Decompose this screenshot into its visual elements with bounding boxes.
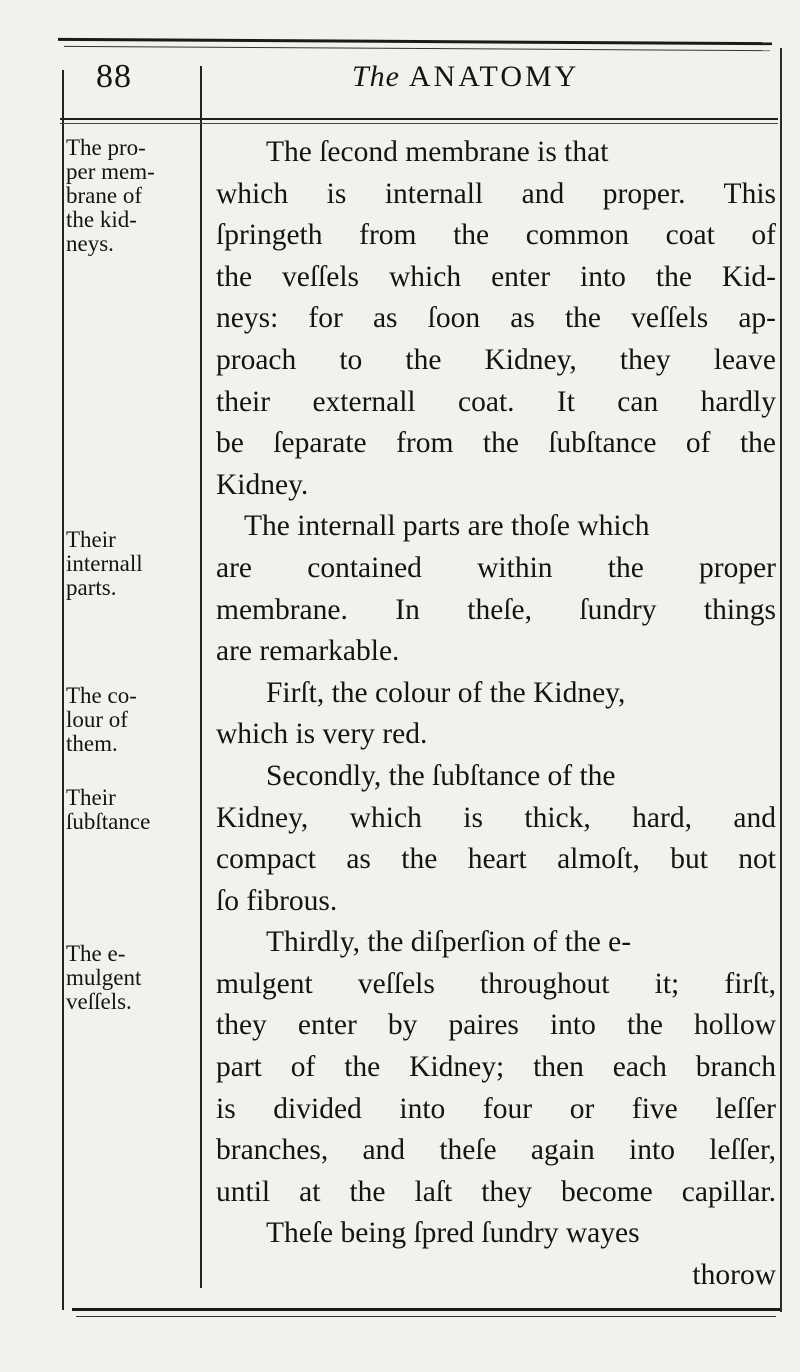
catchword: thorow [692, 1259, 776, 1292]
margin-note-line: neys. [66, 231, 114, 256]
running-head-prefix: The [352, 60, 400, 93]
body-line: Theſe being ſpred ſundry wayes [266, 1217, 640, 1250]
bottom-rule-thin [76, 1316, 776, 1317]
body-text [216, 132, 776, 1297]
margin-note-line: per mem- [66, 159, 155, 184]
body-line: the veſſels which enter into the Kid- [216, 260, 776, 293]
margin-note-colour [66, 684, 198, 756]
header-rule [60, 118, 778, 120]
margin-note-line: mulgent [66, 965, 142, 990]
body-line: The ſecond membrane is that [266, 136, 609, 168]
body-line: which is very red. [216, 718, 428, 751]
body-line: branches, and theſe again into leſſer, [216, 1134, 776, 1167]
running-head [352, 60, 579, 94]
margin-note-line: brane of [66, 183, 142, 208]
body-line: Kidney, which is thick, hard, and [216, 801, 776, 834]
margin-note-line: the kid- [66, 207, 137, 232]
margin-note-line: The e- [66, 941, 126, 966]
body-line: are remarkable. [216, 635, 400, 668]
page-number: 88 [96, 58, 132, 95]
body-line: until at the laſt they become capillar. [216, 1175, 776, 1208]
margin-note-proper-membrane [66, 136, 198, 256]
body-line: membrane. In theſe, ſundry things [216, 593, 776, 626]
body-line: mulgent veſſels throughout it; firſt, [216, 967, 776, 1000]
body-line: proach to the Kidney, they leave [216, 343, 776, 376]
body-line: their externall coat. It can hardly [216, 385, 776, 418]
body-line: Firſt, the colour of the Kidney, [266, 676, 626, 709]
header-rule-thin [60, 123, 778, 124]
margin-note-internall-parts [66, 528, 198, 600]
body-line: which is internall and proper. This [216, 177, 776, 210]
body-line: are contained within the proper [216, 551, 776, 584]
margin-note-line: lour of [66, 707, 128, 732]
bottom-rule [72, 1308, 780, 1311]
margin-note-line: The pro- [66, 135, 146, 160]
body-line: Secondly, the ſubſtance of the [266, 759, 616, 792]
body-line: ſpringeth from the common coat of [216, 219, 776, 252]
margin-column-rule [200, 66, 202, 1288]
margin-note-line: The co- [66, 683, 137, 708]
body-line: be ſeparate from the ſubſtance of the [216, 427, 776, 460]
right-border-rule [780, 48, 782, 1312]
body-line: Thirdly, the diſperſion of the e- [266, 926, 632, 959]
top-rule-thin [64, 46, 770, 51]
margin-note-line: Their [66, 527, 116, 552]
margin-note-line: ſubſtance [66, 809, 151, 834]
top-rule [58, 38, 772, 45]
margin-note-line: them. [66, 731, 118, 756]
body-line: compact as the heart almoſt, but not [216, 843, 776, 876]
margin-note-line: parts. [66, 575, 117, 600]
margin-note-line: internall [66, 551, 143, 576]
margin-note-substance [66, 786, 198, 834]
body-line: Kidney. [216, 468, 309, 501]
margin-note-emulgent-vessels [66, 942, 198, 1014]
body-line: they enter by paires into the hollow [216, 1009, 776, 1042]
body-line: part of the Kidney; then each branch [216, 1051, 776, 1084]
body-line: is divided into four or five leſſer [216, 1092, 776, 1125]
body-line: neys: for as ſoon as the veſſels ap- [216, 302, 776, 335]
left-border-rule [62, 70, 64, 1310]
body-line: ſo fibrous. [216, 884, 338, 917]
margin-note-line: Their [66, 785, 116, 810]
margin-note-line: veſſels. [66, 989, 132, 1014]
body-line: The internall parts are thoſe which [244, 510, 650, 543]
running-head-title: ANATOMY [408, 60, 580, 93]
